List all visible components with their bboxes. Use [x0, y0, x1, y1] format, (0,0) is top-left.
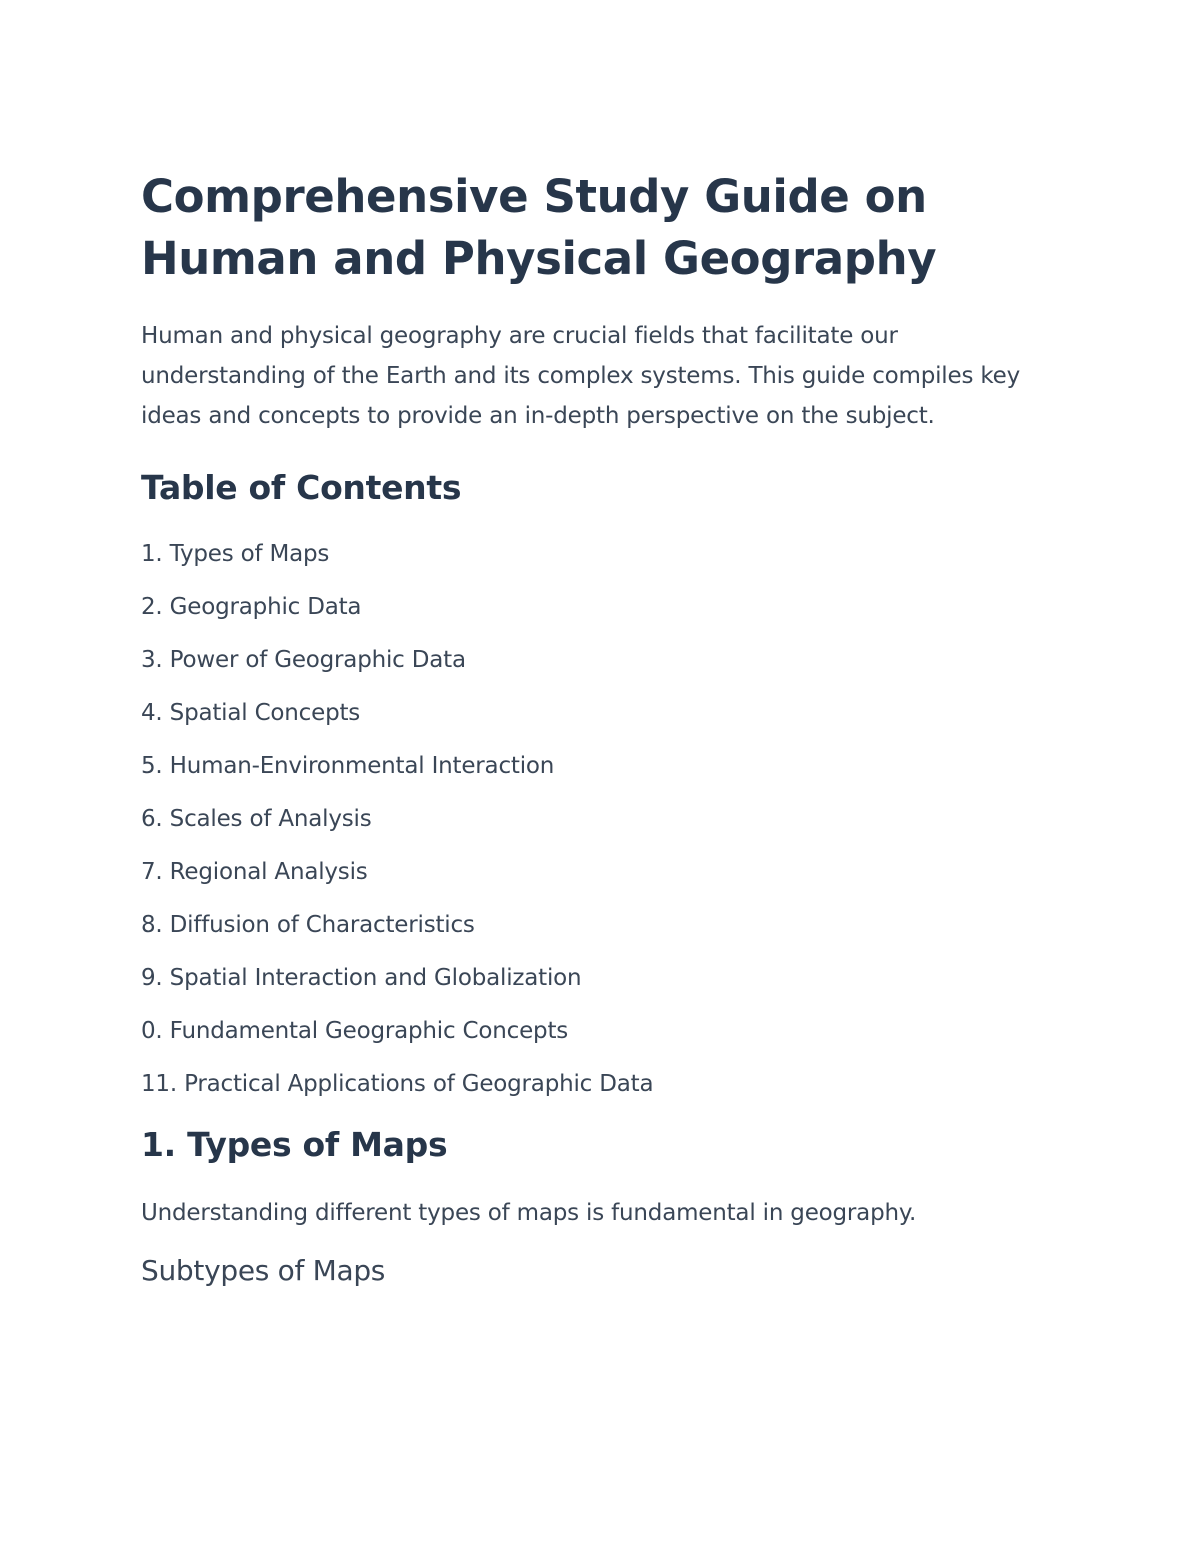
table-of-contents: [141, 528, 1061, 1111]
toc-item[interactable]: [141, 528, 1061, 581]
toc-item[interactable]: [141, 634, 1061, 687]
toc-item-label: Types of Maps: [169, 541, 330, 567]
toc-item[interactable]: [141, 846, 1061, 899]
toc-item-number: 8.: [141, 912, 163, 938]
toc-item-label: Scales of Analysis: [169, 806, 372, 832]
toc-item-number: 4.: [141, 700, 163, 726]
toc-item-number: 3.: [141, 647, 163, 673]
toc-item[interactable]: [141, 1005, 1061, 1058]
toc-item-label: Human-Environmental Interaction: [169, 753, 555, 779]
section-paragraph: Understanding different types of maps is fundamental in geography.: [141, 1200, 917, 1226]
toc-item-number: 1.: [141, 541, 163, 567]
toc-item-label: Power of Geographic Data: [169, 647, 466, 673]
toc-item[interactable]: [141, 952, 1061, 1005]
toc-item[interactable]: [141, 793, 1061, 846]
toc-item[interactable]: [141, 740, 1061, 793]
section-heading: 1. Types of Maps: [141, 1125, 448, 1164]
toc-item-label: Fundamental Geographic Concepts: [169, 1018, 569, 1044]
toc-item-number: 11.: [141, 1071, 177, 1097]
toc-item-number: 0.: [141, 1018, 163, 1044]
toc-heading: Table of Contents: [141, 468, 462, 507]
toc-item[interactable]: [141, 1058, 1061, 1111]
toc-item-label: Spatial Interaction and Globalization: [169, 965, 582, 991]
toc-item-number: 7.: [141, 859, 163, 885]
toc-item[interactable]: [141, 899, 1061, 952]
toc-item[interactable]: [141, 687, 1061, 740]
toc-item-number: 9.: [141, 965, 163, 991]
toc-item-number: 2.: [141, 594, 163, 620]
toc-item-label: Regional Analysis: [169, 859, 368, 885]
toc-item-label: Diffusion of Characteristics: [169, 912, 475, 938]
toc-item-number: 5.: [141, 753, 163, 779]
toc-item-label: Practical Applications of Geographic Data: [184, 1071, 654, 1097]
toc-item-number: 6.: [141, 806, 163, 832]
toc-item-label: Spatial Concepts: [169, 700, 361, 726]
subsection-heading: Subtypes of Maps: [141, 1254, 386, 1287]
toc-item-label: Geographic Data: [169, 594, 362, 620]
toc-item[interactable]: [141, 581, 1061, 634]
intro-paragraph: Human and physical geography are crucial fields that facilitate our understanding of the Earth and its complex systems. This guide compiles key ideas and concepts to provide an in-depth perspective on the subject.: [141, 323, 1021, 429]
document-page: [141, 166, 1061, 1291]
document-title: Comprehensive Study Guide on Human and Physical Geography: [141, 170, 937, 285]
